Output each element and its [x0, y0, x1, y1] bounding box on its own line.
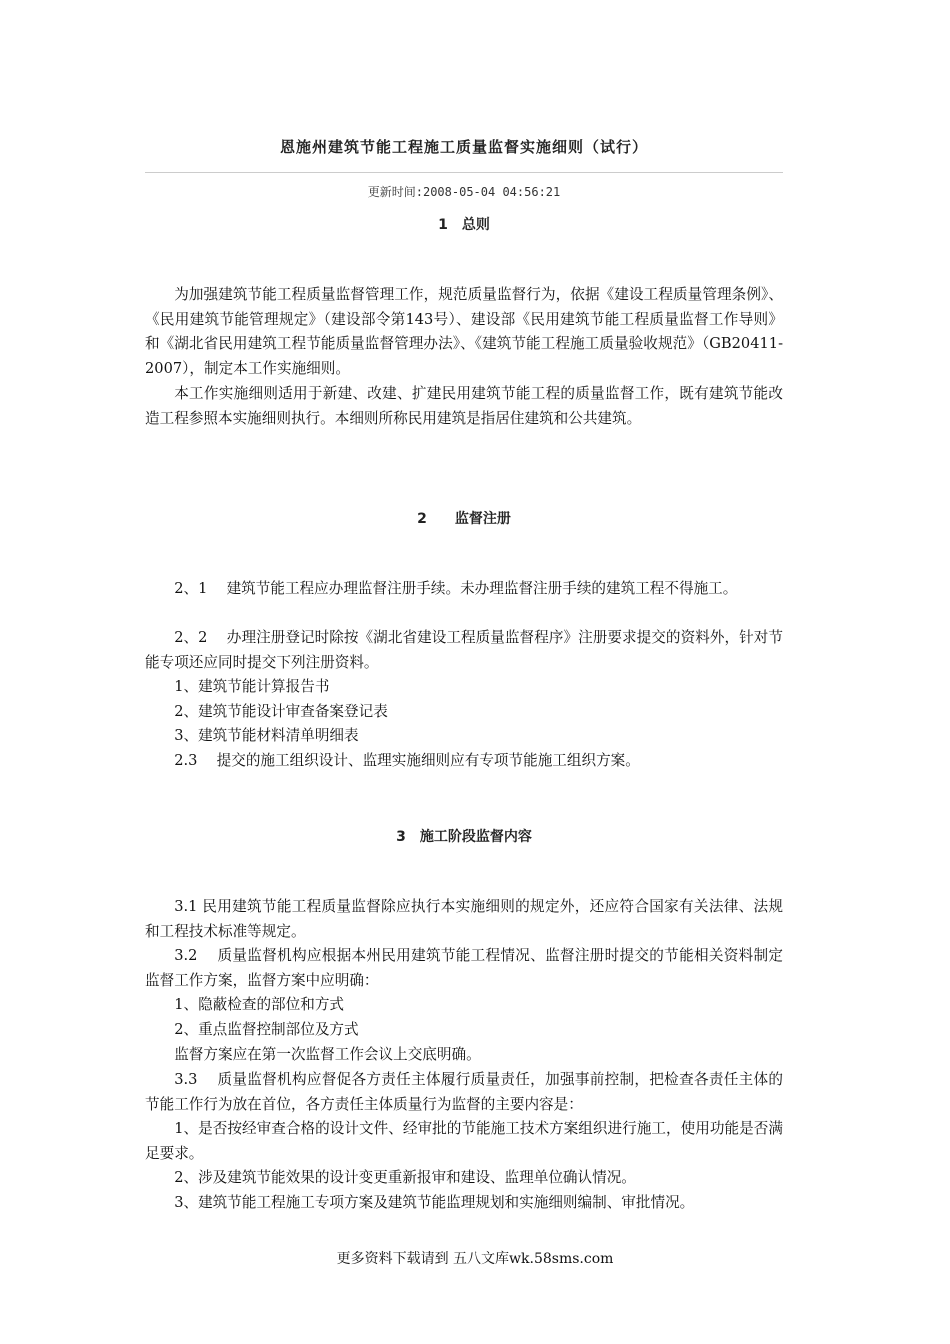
footer-download-note: 更多资料下载请到 五八文库wk.58sms.com: [336, 1251, 614, 1267]
list-item: 2、建筑节能设计审查备案登记表: [174, 703, 388, 720]
list-item: 1、隐蔽检查的部位和方式: [174, 996, 345, 1013]
section-3-3-item-3: 3、建筑节能工程施工专项方案及建筑节能监理规划和实施细则编制、审批情况。: [174, 1194, 695, 1211]
section-2-heading: 2 监督注册: [417, 511, 511, 527]
section-3-3-item-1: 1、是否按经审查合格的设计文件、经审批的节能施工技术方案组织进行施工，使用功能是否满足要求。: [145, 1120, 783, 1162]
section-3-3-item-2: 2、涉及建筑节能效果的设计变更重新报审和建设、监理单位确认情况。: [174, 1169, 636, 1186]
section-3-1-paragraph: 3.1 民用建筑节能工程质量监督除应执行本实施细则的规定外，还应符合国家有关法律、法规和工程技术标准等规定。: [145, 898, 783, 940]
update-time: 更新时间:2008-05-04 04:56:21: [367, 185, 561, 199]
section-3-3-paragraph: 3.3 质量监督机构应督促各方责任主体履行质量责任，加强事前控制，把检查各责任主体的节能工作行为放在首位，各方责任主体质量行为监督的主要内容是：: [145, 1071, 783, 1113]
section-3-2-note: 监督方案应在第一次监督工作会议上交底明确。: [174, 1046, 481, 1063]
list-item: 2、重点监督控制部位及方式: [174, 1021, 359, 1038]
document-title: 恩施州建筑节能工程施工质量监督实施细则（试行）: [279, 138, 648, 156]
section-1-heading: 1 总则: [438, 217, 490, 233]
section-1-paragraph-2: 本工作实施细则适用于新建、改建、扩建民用建筑节能工程的质量监督工作，既有建筑节能改造工程参照本实施细则执行。本细则所称民用建筑是指居住建筑和公共建筑。: [145, 385, 783, 427]
list-item: 3、建筑节能材料清单明细表: [174, 727, 359, 744]
list-item: 1、建筑节能计算报告书: [174, 678, 330, 695]
section-3-2-paragraph: 3.2 质量监督机构应根据本州民用建筑节能工程情况、监督注册时提交的节能相关资料制定监督工作方案，监督方案中应明确：: [145, 947, 783, 989]
section-2-3-paragraph: 2.3 提交的施工组织设计、监理实施细则应有专项节能施工组织方案。: [174, 752, 640, 769]
section-2-1-paragraph: 2、1 建筑节能工程应办理监督注册手续。未办理监督注册手续的建筑工程不得施工。: [174, 580, 738, 597]
title-divider: [145, 172, 783, 173]
section-3-heading: 3 施工阶段监督内容: [396, 829, 532, 845]
section-1-paragraph-1: 为加强建筑节能工程质量监督管理工作，规范质量监督行为，依据《建设工程质量管理条例》、《民用建筑节能管理规定》（建设部令第143号）、建设部《民用建筑节能工程质量监督工作导则》和《湖北省民用建筑工程节能质量监督管理办法》、《建筑节能工程施工质量验收规范》（GB20411-2007），制定本工作实施细则。: [145, 286, 783, 377]
section-2-2-paragraph: 2、2 办理注册登记时除按《湖北省建设工程质量监督程序》注册要求提交的资料外，针对节能专项还应同时提交下列注册资料。: [145, 629, 783, 671]
